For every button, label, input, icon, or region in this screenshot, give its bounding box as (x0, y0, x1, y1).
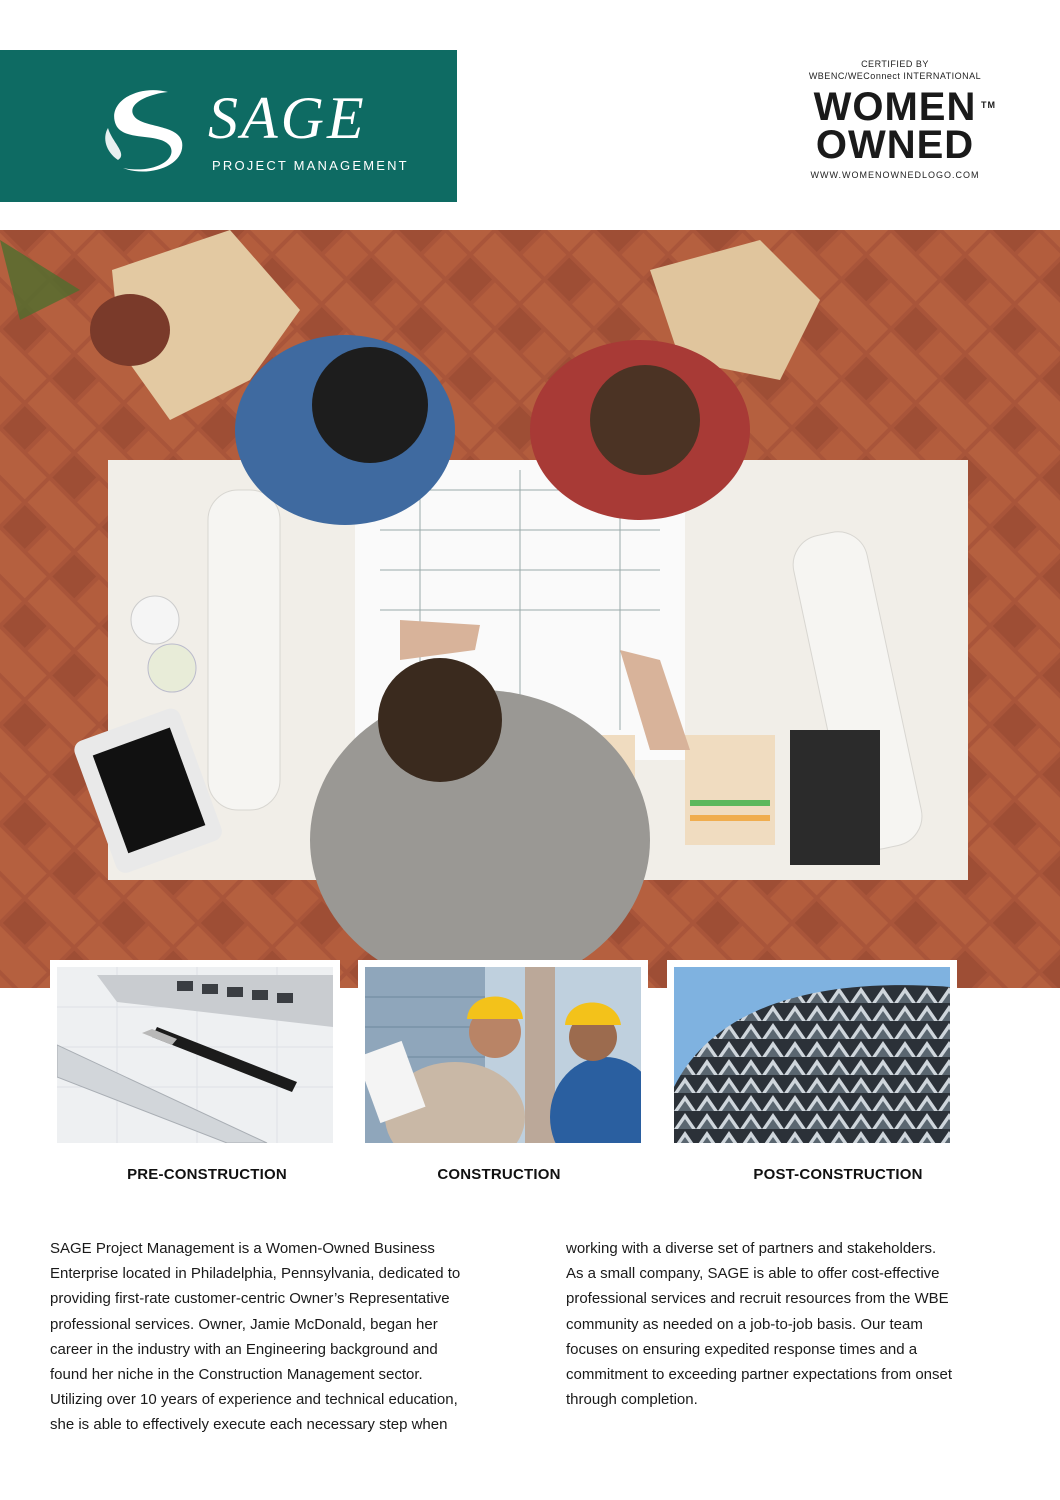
body-line: SAGE Project Management is a Women-Owned Business (50, 1240, 435, 1257)
body-line: found her niche in the Construction Management sector. (50, 1366, 423, 1384)
calculator-pen-ruler-image (57, 967, 333, 1143)
body-line: Enterprise located in Philadelphia, Pennsylvania, dedicated to (50, 1265, 461, 1283)
body-line: professional services and recruit resources from the WBE (566, 1290, 949, 1308)
body-line: through completion. (566, 1391, 698, 1409)
badge-url: WWW.WOMENOWNEDLOGO.COM (810, 170, 980, 180)
construction-workers-image (365, 967, 641, 1143)
phase-label-pre-construction: PRE-CONSTRUCTION (127, 1166, 287, 1183)
building-facade-image (674, 967, 950, 1143)
badge-women-text (790, 85, 1000, 129)
body-line: providing first-rate customer-centric Owner’s Representative (50, 1290, 450, 1308)
badge-certified-by: CERTIFIED BY (861, 59, 929, 69)
body-line: she is able to effectively execute each necessary step when (50, 1416, 448, 1434)
body-line: working with a diverse set of partners and stakeholders. (566, 1240, 937, 1257)
badge-owned-text: OWNED (815, 123, 975, 167)
badge-women-word: WOMEN (813, 85, 977, 129)
body-line: professional services. Owner, Jamie McDonald, began her (50, 1315, 438, 1333)
badge-trademark: TM (981, 100, 996, 110)
body-line: career in the industry with an Engineering background and (50, 1340, 438, 1358)
body-column-right (566, 1236, 1016, 1412)
body-column-left (50, 1236, 500, 1438)
phase-photo-pre-construction (50, 960, 340, 1150)
sage-logo-block (0, 50, 457, 202)
body-line: commitment to exceeding partner expectations from onset (566, 1366, 953, 1384)
sage-swirl-icon (98, 80, 198, 180)
body-line: Utilizing over 10 years of experience and technical education, (50, 1391, 458, 1409)
phase-label-construction: CONSTRUCTION (437, 1166, 561, 1183)
phase-photo-construction (358, 960, 648, 1150)
body-line: focuses on ensuring expedited response times and a (566, 1340, 918, 1358)
women-owned-badge (790, 58, 1000, 198)
badge-org: WBENC/WEConnect INTERNATIONAL (808, 71, 982, 81)
body-line: As a small company, SAGE is able to offer cost-effective (566, 1265, 940, 1283)
phase-photo-post-construction (667, 960, 957, 1150)
phase-label-post-construction: POST-CONSTRUCTION (753, 1166, 923, 1183)
hero-photo (0, 230, 1060, 988)
logo-wordmark: SAGE (208, 85, 367, 151)
body-line: community as needed on a job-to-job basis. Our team (566, 1315, 923, 1333)
logo-subtitle: PROJECT MANAGEMENT (212, 158, 409, 173)
hero-team-at-table-image (0, 230, 1060, 988)
